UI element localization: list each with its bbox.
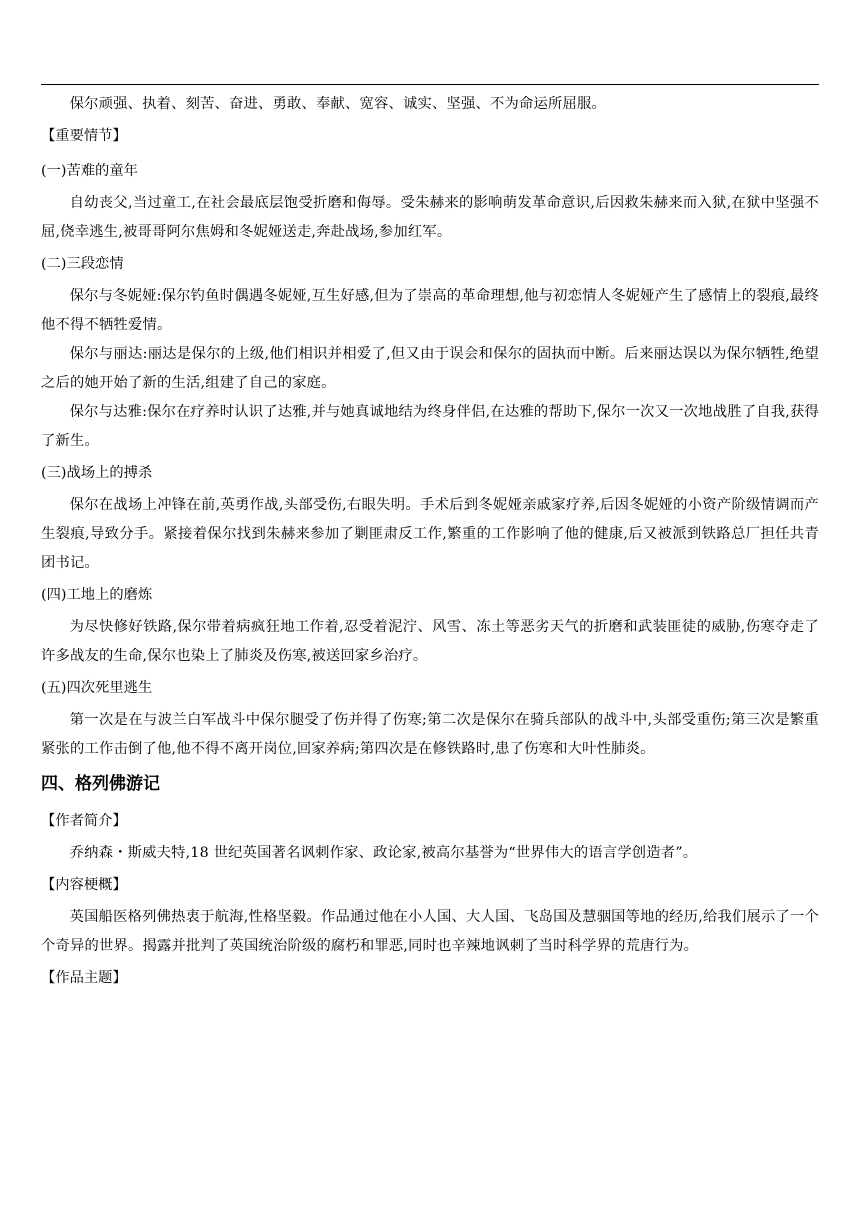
section-2-paragraph-3: 保尔与达雅:保尔在疗养时认识了达雅,并与她真诚地结为终身伴侣,在达雅的帮助下,保尔一次又一次地战胜了自我,获得了新生。 <box>41 404 819 449</box>
header-rule <box>41 84 819 85</box>
section-5-title: (五)四次死里逃生 <box>41 680 153 696</box>
gulliver-heading: 四、格列佛游记 <box>41 774 160 794</box>
section-1-text: 自幼丧父,当过童工,在社会最底层饱受折磨和侮辱。受朱赫来的影响萌发革命意识,后因救朱赫来而入狱,在狱中坚强不屈,侥幸逃生,被哥哥阿尔焦姆和冬妮娅送走,奔赴战场,参加红军。 <box>41 195 819 240</box>
author-intro-label: 【作者简介】 <box>41 813 127 829</box>
section-3-text: 保尔在战场上冲锋在前,英勇作战,头部受伤,右眼失明。手术后到冬妮娅亲戚家疗养,后因冬妮娅的小资产阶级情调而产生裂痕,导致分手。紧接着保尔找到朱赫来参加了剿匪肃反工作,繁重的工作影响了他的健康,后又被派到铁路总厂担任共青团书记。 <box>41 497 819 571</box>
section-2-title: (二)三段恋情 <box>41 256 124 272</box>
section-2-paragraph-1: 保尔与冬妮娅:保尔钓鱼时偶遇冬妮娅,互生好感,但为了崇高的革命理想,他与初恋情人冬妮娅产生了感情上的裂痕,最终他不得不牺牲爱情。 <box>41 288 819 333</box>
summary-text: 英国船医格列佛热衷于航海,性格坚毅。作品通过他在小人国、大人国、飞岛国及慧骃国等地的经历,给我们展示了一个个奇异的世界。揭露并批判了英国统治阶级的腐朽和罪恶,同时也辛辣地讽刺了当时科学界的荒唐行为。 <box>41 909 819 954</box>
section-2-paragraph-2: 保尔与丽达:丽达是保尔的上级,他们相识并相爱了,但又由于误会和保尔的固执而中断。后来丽达误以为保尔牺牲,绝望之后的她开始了新的生活,组建了自己的家庭。 <box>41 346 819 391</box>
summary-label: 【内容梗概】 <box>41 877 127 893</box>
section-3-title: (三)战场上的搏杀 <box>41 465 153 481</box>
important-plot-heading: 【重要情节】 <box>41 128 127 144</box>
author-intro-text: 乔纳森・斯威夫特,18 世纪英国著名讽刺作家、政论家,被高尔基誉为“世界伟大的语言学创造者”。 <box>69 845 698 861</box>
section-4-title: (四)工地上的磨炼 <box>41 587 153 603</box>
theme-label: 【作品主题】 <box>41 970 127 986</box>
document-body <box>41 90 819 996</box>
section-5-text: 第一次是在与波兰白军战斗中保尔腿受了伤并得了伤寒;第二次是保尔在骑兵部队的战斗中,头部受重伤;第三次是繁重紧张的工作击倒了他,他不得不离开岗位,回家养病;第四次是在修铁路时,患了伤寒和大叶性肺炎。 <box>41 712 819 757</box>
section-1-title: (一)苦难的童年 <box>41 163 138 179</box>
character-traits-paragraph: 保尔顽强、执着、刻苦、奋进、勇敢、奉献、宽容、诚实、坚强、不为命运所屈服。 <box>69 96 606 112</box>
section-4-text: 为尽快修好铁路,保尔带着病疯狂地工作着,忍受着泥泞、风雪、冻土等恶劣天气的折磨和武装匪徒的威胁,伤寒夺走了许多战友的生命,保尔也染上了肺炎及伤寒,被送回家乡治疗。 <box>41 619 819 664</box>
